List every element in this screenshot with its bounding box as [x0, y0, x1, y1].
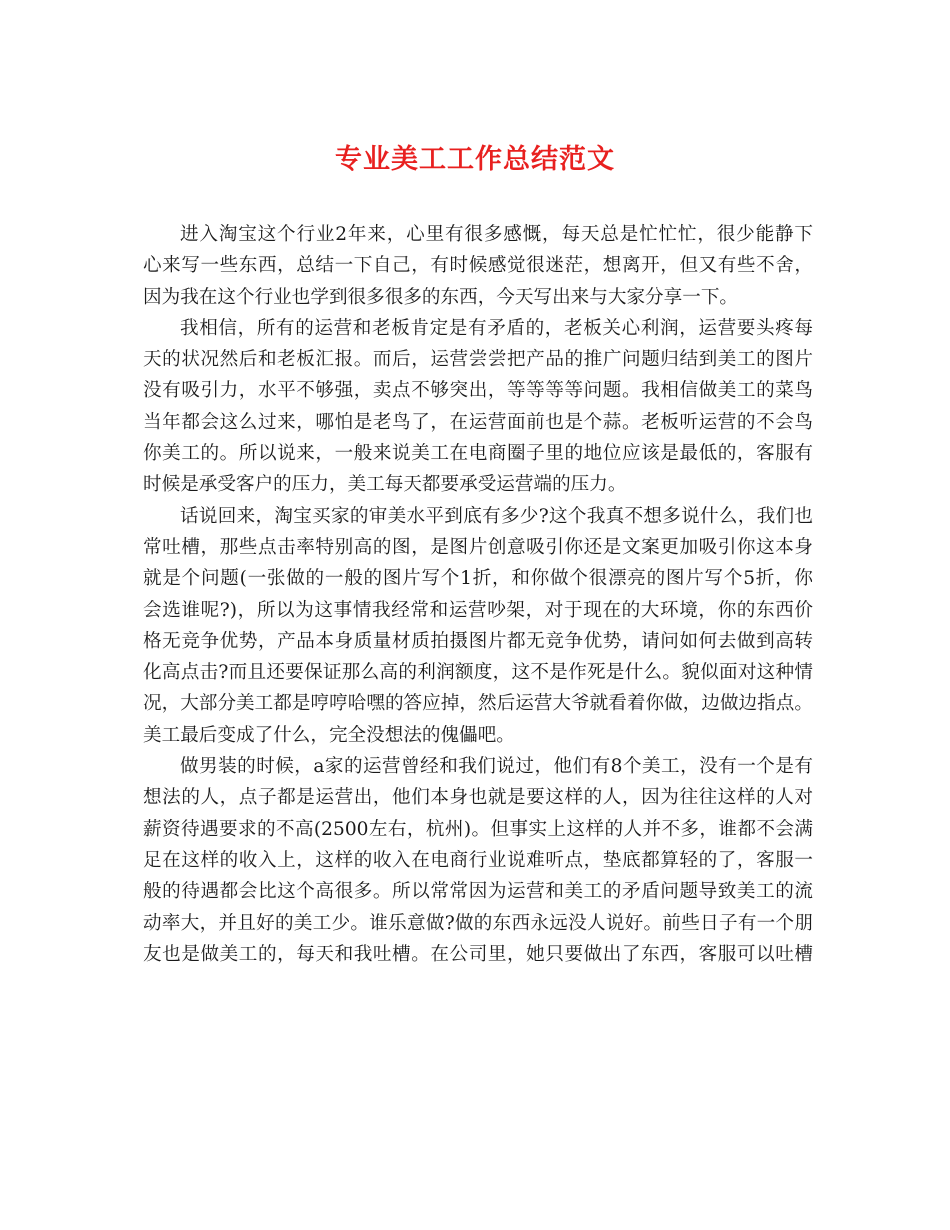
document-body: [143, 219, 813, 970]
text-line: 般的待遇都会比这个高很多。所以常常因为运营和美工的矛盾问题导致美工的流: [143, 881, 813, 903]
text-line: 会选谁呢?)，所以为这事情我经常和运营吵架，对于现在的大环境，你的东西价: [143, 599, 813, 621]
text-line: 天的状况然后和老板汇报。而后，运营尝尝把产品的推广问题归结到美工的图片: [143, 349, 813, 371]
text-line: 当年都会这么过来，哪怕是老鸟了，在运营面前也是个蒜。老板听运营的不会鸟: [143, 411, 813, 433]
text-line: 想法的人，点子都是运营出，他们本身也就是要这样的人，因为往往这样的人对: [143, 787, 813, 809]
text-line: 时候是承受客户的压力，美工每天都要承受运营端的压力。: [143, 474, 627, 496]
text-line: 友也是做美工的，每天和我吐槽。在公司里，她只要做出了东西，客服可以吐槽: [143, 943, 813, 965]
text-line: 话说回来，淘宝买家的审美水平到底有多少?这个我真不想多说什么，我们也: [180, 505, 813, 527]
text-line: 心来写一些东西，总结一下自己，有时候感觉很迷茫，想离开，但又有些不舍，: [143, 255, 813, 277]
paragraph: [143, 751, 813, 970]
text-line: 动率大，并且好的美工少。谁乐意做?做的东西永远没人说好。前些日子有一个朋: [143, 912, 813, 934]
text-line: 因为我在这个行业也学到很多很多的东西，今天写出来与大家分享一下。: [143, 286, 739, 308]
text-line: 没有吸引力，水平不够强，卖点不够突出，等等等等问题。我相信做美工的菜鸟: [143, 380, 813, 402]
paragraph: [143, 501, 813, 751]
text-line: 格无竞争优势，产品本身质量材质拍摄图片都无竞争优势，请问如何去做到高转: [143, 630, 813, 652]
paragraph: [143, 219, 813, 313]
text-line: 美工最后变成了什么，完全没想法的傀儡吧。: [143, 724, 515, 746]
document-title: 专业美工工作总结范文: [335, 144, 615, 175]
text-line: 进入淘宝这个行业2年来，心里有很多感慨，每天总是忙忙忙，很少能静下: [180, 224, 813, 245]
text-line: 做男装的时候，a家的运营曾经和我们说过，他们有8个美工，没有一个是有: [180, 756, 813, 778]
paragraph: [143, 313, 813, 501]
text-line: 足在这样的收入上，这样的收入在电商行业说难听点，垫底都算轻的了，客服一: [143, 849, 813, 871]
text-line: 化高点击?而且还要保证那么高的利润额度，这不是作死是什么。貌似面对这种情: [143, 662, 813, 684]
text-line: 薪资待遇要求的不高(2500左右，杭州)。但事实上这样的人并不多，谁都不会满: [143, 818, 813, 840]
text-line: 你美工的。所以说来，一般来说美工在电商圈子里的地位应该是最低的，客服有: [143, 443, 813, 465]
text-line: 常吐槽，那些点击率特别高的图，是图片创意吸引你还是文案更加吸引你这本身: [143, 536, 813, 558]
text-line: 就是个问题(一张做的一般的图片写个1折，和你做个很漂亮的图片写个5折，你: [143, 568, 813, 590]
text-line: 我相信，所有的运营和老板肯定是有矛盾的，老板关心利润，运营要头疼每: [180, 317, 813, 339]
text-line: 况，大部分美工都是哼哼哈嘿的答应掉，然后运营大爷就看着你做，边做边指点。: [143, 693, 813, 715]
